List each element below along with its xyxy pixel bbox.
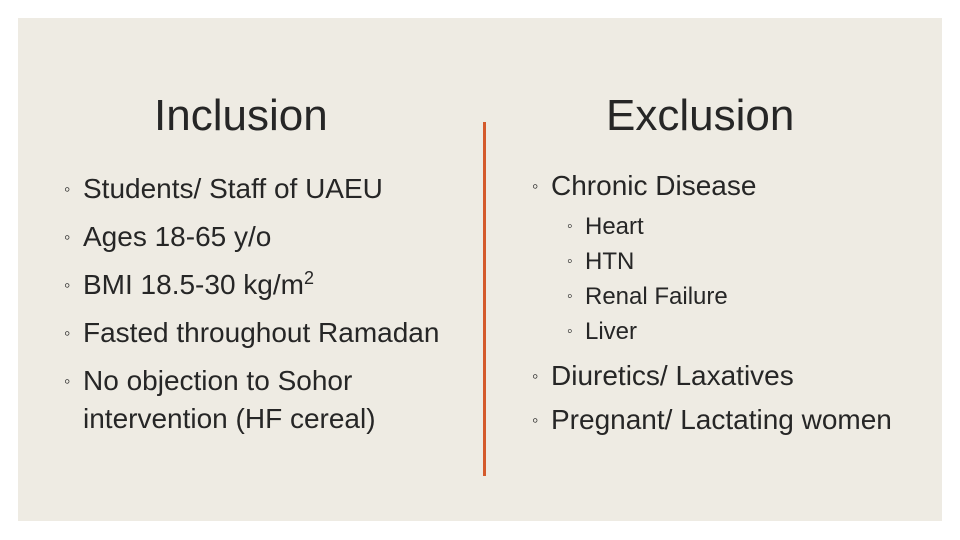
circle-bullet-icon: ◦ bbox=[64, 227, 71, 247]
sub-list-item-text: Renal Failure bbox=[585, 283, 728, 310]
inclusion-list bbox=[60, 170, 460, 448]
inclusion-heading: Inclusion bbox=[154, 91, 328, 140]
sub-list-item-text: Heart bbox=[585, 213, 644, 240]
circle-bullet-icon: ◦ bbox=[64, 275, 71, 295]
circle-bullet-icon: ◦ bbox=[567, 323, 573, 340]
list-item-text: Diuretics/ Laxatives bbox=[551, 360, 794, 391]
sub-list-item-text: HTN bbox=[585, 248, 635, 275]
slide bbox=[18, 18, 942, 521]
circle-bullet-icon: ◦ bbox=[567, 253, 573, 270]
circle-bullet-icon: ◦ bbox=[532, 176, 539, 196]
list-item bbox=[528, 167, 928, 349]
list-item-text: Students/ Staff of UAEU bbox=[83, 173, 383, 204]
exclusion-list bbox=[528, 167, 928, 445]
column-divider bbox=[483, 122, 486, 476]
list-item-text: BMI 18.5-30 kg/m bbox=[83, 269, 304, 300]
list-item-text: Chronic Disease bbox=[551, 170, 757, 201]
sub-list-item-text: Liver bbox=[585, 318, 638, 345]
circle-bullet-icon: ◦ bbox=[532, 366, 539, 386]
list-item bbox=[60, 314, 460, 352]
superscript: 2 bbox=[303, 268, 314, 288]
sub-list-item bbox=[555, 314, 928, 349]
list-item bbox=[528, 401, 928, 439]
list-item bbox=[60, 266, 460, 304]
circle-bullet-icon: ◦ bbox=[567, 218, 573, 235]
circle-bullet-icon: ◦ bbox=[567, 288, 573, 305]
sub-list-item bbox=[555, 279, 928, 314]
list-item-text: Pregnant/ Lactating women bbox=[551, 404, 892, 435]
circle-bullet-icon: ◦ bbox=[64, 323, 71, 343]
circle-bullet-icon: ◦ bbox=[64, 371, 71, 391]
sub-list-item bbox=[555, 209, 928, 244]
list-item bbox=[60, 170, 460, 208]
circle-bullet-icon: ◦ bbox=[64, 179, 71, 199]
sub-list-item bbox=[555, 244, 928, 279]
list-item-text: Ages 18-65 y/o bbox=[83, 221, 272, 252]
list-item bbox=[528, 357, 928, 395]
list-item-text: Fasted throughout Ramadan bbox=[83, 317, 440, 348]
list-item bbox=[60, 218, 460, 256]
sub-list bbox=[551, 209, 928, 349]
exclusion-heading: Exclusion bbox=[606, 91, 795, 140]
list-item bbox=[60, 362, 460, 438]
circle-bullet-icon: ◦ bbox=[532, 410, 539, 430]
list-item-text: No objection to Sohor intervention (HF cereal) bbox=[83, 365, 376, 434]
